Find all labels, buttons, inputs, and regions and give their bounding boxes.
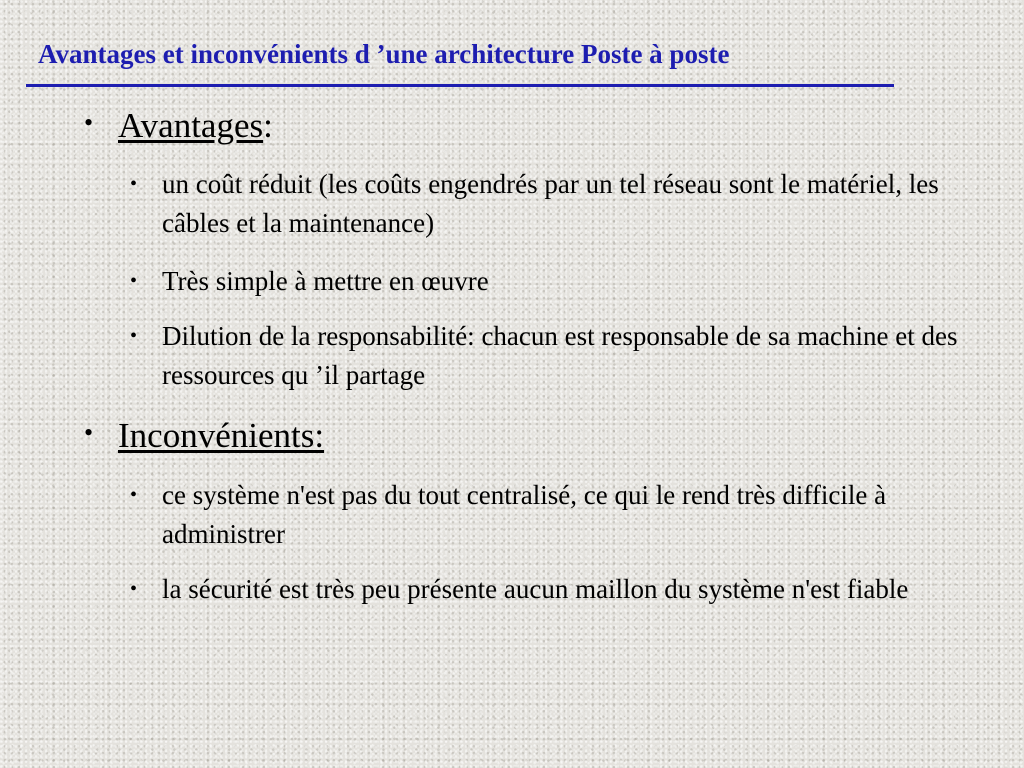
list-item: [130, 165, 970, 243]
section-heading-suffix: :: [263, 106, 273, 145]
slide-title: Avantages et inconvénients d ’une architecture Poste à poste: [38, 39, 730, 69]
bullet-icon: •: [130, 578, 138, 600]
bullet-icon: •: [84, 418, 94, 447]
list-item: [130, 476, 970, 554]
section-heading-advantages: Avantages: [118, 106, 264, 145]
bullet-icon: •: [130, 173, 138, 195]
title-underline: [26, 84, 894, 87]
bullet-icon: •: [130, 484, 138, 506]
list-item-text: ce système n'est pas du tout centralisé, ce qui le rend très difficile à administrer: [162, 480, 887, 549]
list-item-text: la sécurité est très peu présente aucun maillon du système n'est fiable: [162, 574, 909, 604]
list-item-text: un coût réduit (les coûts engendrés par un tel réseau sont le matériel, les câbles et la maintenance): [162, 169, 939, 238]
section-label: [118, 107, 273, 146]
bullet-icon: •: [84, 108, 94, 137]
list-item-text: Très simple à mettre en œuvre: [162, 266, 489, 296]
list-item: [130, 262, 970, 301]
list-item: [130, 317, 970, 395]
bullet-icon: •: [130, 325, 138, 347]
bullet-icon: •: [130, 270, 138, 292]
list-item-text: Dilution de la responsabilité: chacun est responsable de sa machine et des ressources qu ’il partage: [162, 321, 958, 390]
list-item: [130, 570, 970, 609]
section-label: [118, 417, 324, 456]
section-heading-disadvantages: Inconvénients:: [118, 416, 325, 455]
